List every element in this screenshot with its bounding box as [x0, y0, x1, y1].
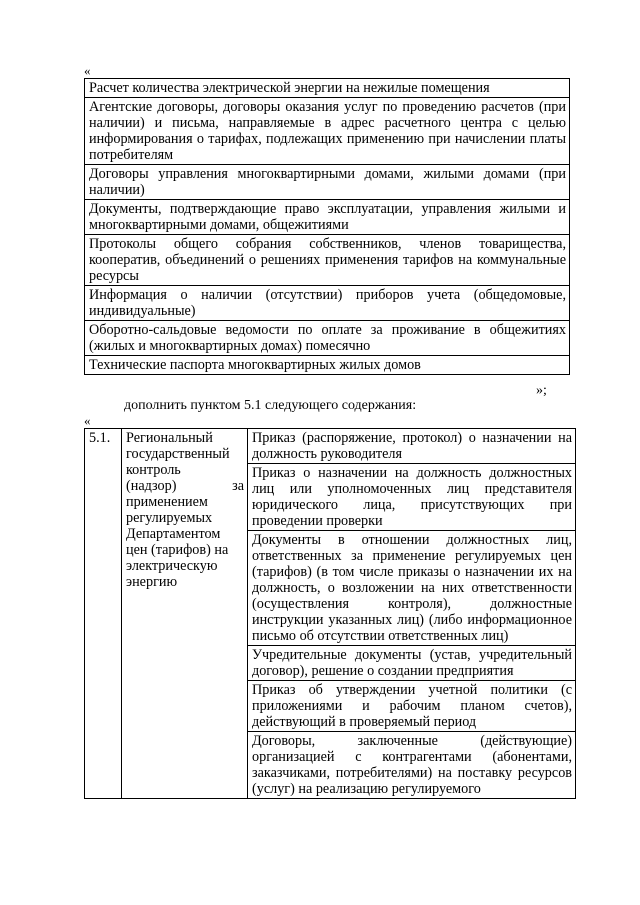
document-cell: Документы в отношении должностных лиц, ответственных за применение регулируемых цен (тарифов) (в том числе приказы о назначении их на должность, о возложении на них ответственности (осуществления контроля), должностные инструкции указанных лиц) (либо информационное письмо об отсутствии ответственных лиц) [248, 531, 576, 646]
clause-number: 5.1. [85, 429, 122, 799]
subject-line: электрическую [126, 558, 218, 574]
subject-line: Региональный [126, 430, 213, 446]
control-subject [122, 429, 248, 799]
table-cell: Информация о наличии (отсутствии) приборов учета (общедомовые, индивидуальные) [85, 286, 570, 321]
document-cell: Договоры, заключенные (действующие) организацией с контрагентами (абонентами, заказчиками, потребителями) на поставку ресурсов (услуг) на реализацию регулируемого [248, 732, 576, 799]
document-cell: Приказ о назначении на должность должностных лиц или уполномоченных лиц представителя юридического лица, присутствующих при проведении проверки [248, 464, 576, 531]
subject-word: за [232, 478, 244, 494]
table-cell: Оборотно-сальдовые ведомости по оплате за проживание в общежитиях (жилых и многоквартирных домах) помесячно [85, 321, 570, 356]
table-cell: Протоколы общего собрания собственников, членов товарищества, кооператив, объединений о решениях применения тарифов на коммунальные ресурсы [85, 235, 570, 286]
document-cell: Учредительные документы (устав, учредительный договор), решение о создании предприятия [248, 646, 576, 681]
table-row [85, 98, 570, 165]
document-cell: Приказ (распоряжение, протокол) о назначении на должность руководителя [248, 429, 576, 464]
table-row [85, 321, 570, 356]
table-row [85, 200, 570, 235]
table-row [85, 286, 570, 321]
table-row [85, 79, 570, 98]
documents-table-continued [84, 78, 570, 375]
table-cell: Договоры управления многоквартирными домами, жилыми домами (при наличии) [85, 165, 570, 200]
table-row [85, 429, 576, 464]
subject-line: контроль [126, 462, 181, 478]
table-cell: Расчет количества электрической энергии на нежилые помещения [85, 79, 570, 98]
table-row [85, 356, 570, 375]
subject-line: государственный [126, 446, 230, 462]
open-quote-2: « [84, 413, 91, 428]
table-row [85, 235, 570, 286]
subject-line: цен (тарифов) на [126, 542, 229, 558]
close-quote: »; [536, 383, 547, 398]
subject-line: регулируемых [126, 510, 213, 526]
clause-5-1-table [84, 428, 576, 799]
table-row [85, 165, 570, 200]
amendment-intro-text: дополнить пунктом 5.1 следующего содержания: [124, 398, 417, 413]
document-cell: Приказ об утверждении учетной политики (с приложениями и рабочим планом счетов), действующий в проверяемый период [248, 681, 576, 732]
subject-line: энергию [126, 574, 178, 590]
subject-line: Департаментом [126, 526, 221, 542]
table-cell: Документы, подтверждающие право эксплуатации, управления жилыми и многоквартирными домами, общежитиями [85, 200, 570, 235]
open-quote: « [84, 63, 91, 78]
table-cell: Агентские договоры, договоры оказания услуг по проведению расчетов (при наличии) и письма, направляемые в адрес расчетного центра с целью информирования о тарифах, подлежащих применению при начислении платы потребителям [85, 98, 570, 165]
table-cell: Технические паспорта многоквартирных жилых домов [85, 356, 570, 375]
subject-line: применением [126, 494, 208, 510]
subject-word: (надзор) [126, 478, 177, 494]
subject-line-split [126, 478, 244, 494]
